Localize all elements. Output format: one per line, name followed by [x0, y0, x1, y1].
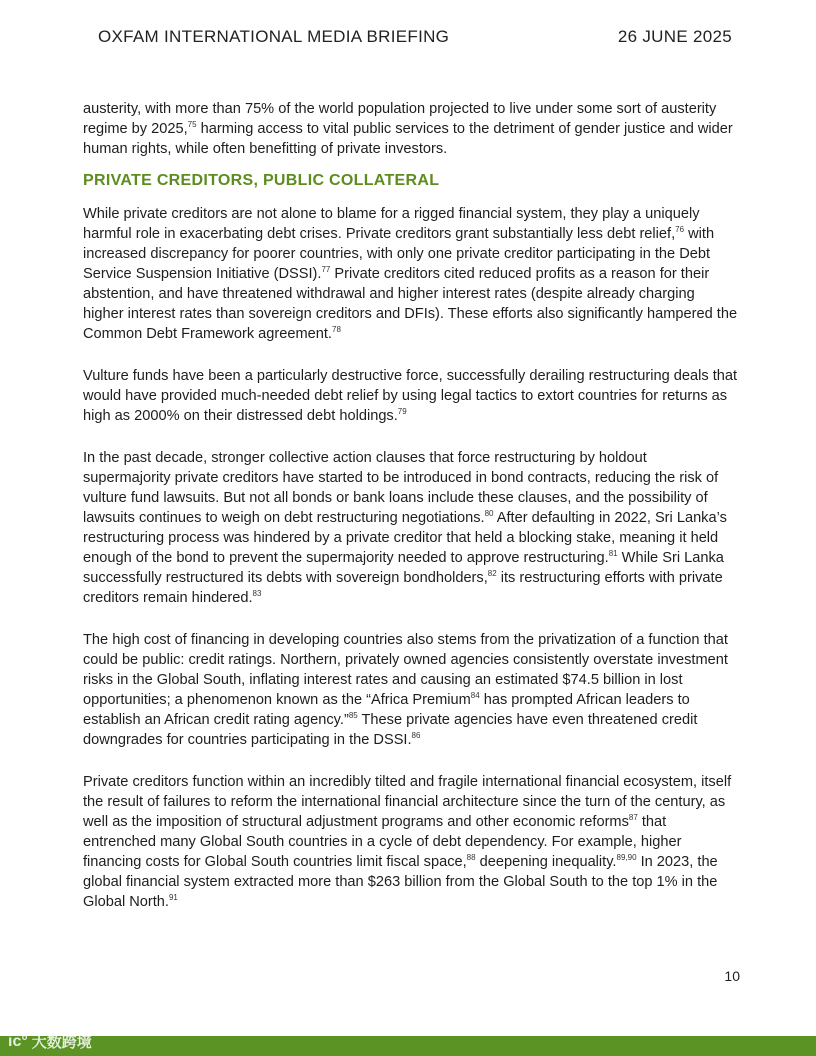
- paragraph: [83, 772, 738, 912]
- footnote-ref[interactable]: 80: [484, 509, 494, 519]
- text-run: While Sri Lanka successfully restructured its debts with sovereign bondholders,: [83, 550, 724, 586]
- footnote-ref[interactable]: 91: [168, 893, 178, 903]
- footnote-ref[interactable]: 87: [628, 813, 638, 823]
- paragraph: [83, 366, 738, 426]
- text-run: Vulture funds have been a particularly destructive force, successfully derailing restructuring deals that would have provided much-needed debt relief by using legal tactics to extort countries for returns as high as 2000% on their distressed debt holdings.: [83, 368, 738, 424]
- text-run: Private creditors cited reduced profits as a reason for their abstention, and have threatened withdrawal and higher interest rates (despite already charging higher interest rates than sovereign creditors and DFIs). These efforts also significantly hampered the Common Debt Framework agreement.: [83, 266, 738, 342]
- text-run: with increased discrepancy for poorer countries, with only one private creditor participating in the Debt Service Suspension Initiative (DSSI).: [83, 226, 715, 282]
- watermark-logo: [8, 1031, 92, 1052]
- footnote-ref[interactable]: 83: [252, 589, 262, 599]
- footnote-ref[interactable]: 85: [348, 711, 358, 721]
- header-title: OXFAM INTERNATIONAL MEDIA BRIEFING: [98, 27, 450, 46]
- section-heading: PRIVATE CREDITORS, PUBLIC COLLATERAL: [83, 172, 440, 189]
- footnote-ref[interactable]: 78: [332, 325, 341, 335]
- footnote-ref[interactable]: 79: [397, 407, 407, 417]
- footnote-ref[interactable]: 81: [608, 549, 618, 559]
- watermark-mark: ic°: [8, 1032, 28, 1050]
- text-run: its restructuring efforts with private creditors remain hindered.: [83, 570, 723, 606]
- footer-bar: [0, 1032, 816, 1056]
- watermark-text: 大数跨境: [31, 1034, 92, 1051]
- text-run: deepening inequality.: [475, 854, 617, 870]
- footnote-ref[interactable]: 84: [470, 691, 480, 701]
- footnote-ref[interactable]: 82: [487, 569, 497, 579]
- page-header: [98, 27, 732, 47]
- footnote-ref[interactable]: 75: [187, 120, 197, 130]
- text-run: austerity, with more than 75% of the world population projected to live under some sort of austerity regime by 2025,: [83, 101, 717, 137]
- header-date: 26 JUNE 2025: [617, 27, 732, 46]
- text-run: The high cost of financing in developing countries also stems from the privatization of a function that could be public: credit ratings. Northern, privately owned agencies consistently overstate investment risks in the Global South, inflating interest rates and causing an estimated $74.5 billion in lost opportunities; a phenomenon known as the “Africa Premium: [83, 632, 728, 708]
- document-body: [83, 99, 738, 934]
- text-run: has prompted African leaders to establish an African credit rating agency.”: [83, 692, 690, 728]
- text-run: In the past decade, stronger collective action clauses that force restructuring by holdout supermajority private creditors have started to be introduced in bond contracts, reducing the risk of vulture fund lawsuits. But not all bonds or bank loans include these clauses, and the possibility of lawsuits continues to weigh on debt restructuring negotiations.: [83, 450, 719, 526]
- footnote-ref[interactable]: 88: [466, 853, 476, 863]
- page-number: 10: [724, 968, 740, 984]
- footnote-ref[interactable]: 77: [321, 265, 331, 275]
- text-run: While private creditors are not alone to blame for a rigged financial system, they play a uniquely harmful role in exacerbating debt crises. Private creditors grant substantially less debt relief,: [83, 206, 700, 242]
- footnote-ref[interactable]: 89,90: [616, 853, 637, 863]
- paragraph: [83, 99, 738, 159]
- text-run: that entrenched many Global South countries in a cycle of debt dependency. For example, higher financing costs for Global South countries limit fiscal space,: [83, 814, 682, 870]
- text-run: These private agencies have even threatened credit downgrades for countries participating in the DSSI.: [83, 712, 698, 748]
- text-run: After defaulting in 2022, Sri Lanka’s restructuring process was hindered by a private creditor that held a blocking stake, meaning it held enough of the bond to prevent the supermajority needed to approve restructuring.: [83, 510, 727, 566]
- paragraph: [83, 204, 738, 344]
- paragraph: [83, 448, 738, 608]
- text-run: harming access to vital public services to the detriment of gender justice and wider human rights, while often benefitting of private investors.: [83, 121, 733, 157]
- text-run: In 2023, the global financial system extracted more than $263 billion from the Global South to the top 1% in the Global North.: [83, 854, 718, 910]
- paragraph: [83, 630, 738, 750]
- text-run: Private creditors function within an incredibly tilted and fragile international financial ecosystem, itself the result of failures to reform the international financial architecture since the turn of the century, as well as the imposition of structural adjustment programs and other economic reforms: [83, 774, 732, 830]
- footnote-ref[interactable]: 76: [675, 225, 685, 235]
- footnote-ref[interactable]: 86: [411, 731, 421, 741]
